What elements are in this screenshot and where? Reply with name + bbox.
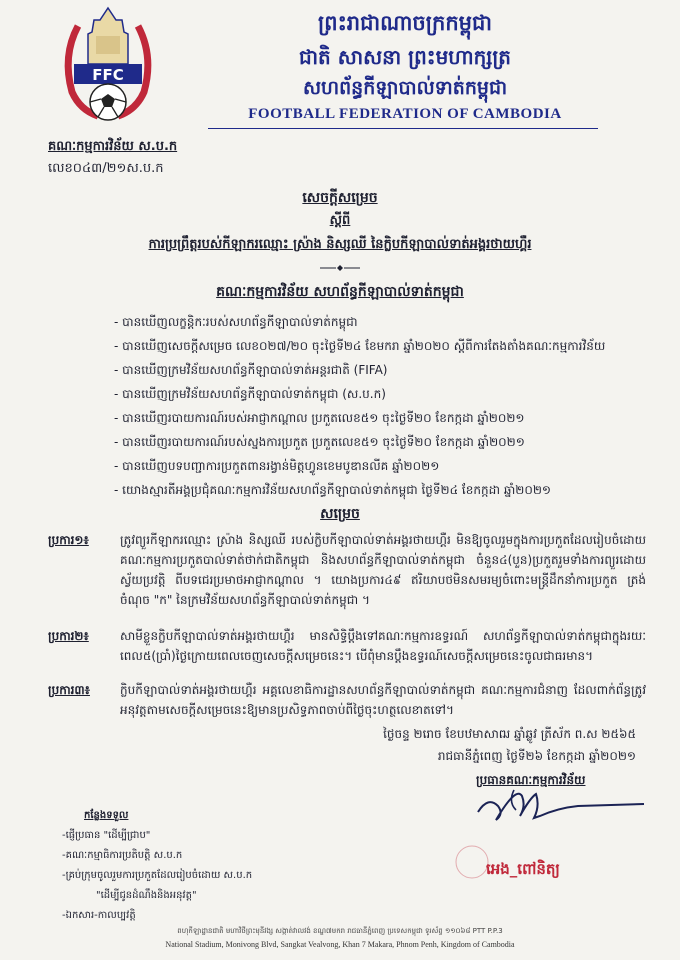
- solar-date: រាជធានីភ្នំពេញ ថ្ងៃទី២៦ ខែកក្កដា ឆ្នាំ២០២១: [437, 749, 636, 763]
- article-label: ប្រការ៣៖: [48, 683, 90, 697]
- consideration-item: - បានឃើញសេចក្តីសម្រេច លេខ០២៧/២០ ចុះថ្ងៃទី២៤ ខែមករា ឆ្នាំ២០២០ ស្តីពីការតែងតាំងគណៈកម្មការវិន័យ: [114, 334, 634, 358]
- article-1: [48, 530, 648, 614]
- article-text: ក្លិបកីឡាបាល់ទាត់អង្គរថាយហ្គឺរ អគ្គលេខាធិការដ្ឋានសហព័ន្ធកីឡាបាល់ទាត់កម្ពុជា គណៈកម្មការជំនាញ ដែលពាក់ព័ន្ធត្រូវអនុវត្តតាមសេចក្តីសម្រេចនេះឱ្យមានប្រសិទ្ធភាពចាប់ពីថ្ងៃចុះហត្ថលេខាតទៅ។: [120, 683, 646, 717]
- logo-text: FFC: [92, 66, 124, 84]
- consideration-item: - បានឃើញរបាយការណ៍របស់អាជ្ញាកណ្តាល ប្រកួតលេខ៥១ ចុះថ្ងៃទី២០ ខែកក្កដា ឆ្នាំ២០២១: [114, 406, 634, 430]
- footer-address-khmer: ពហុកីឡាដ្ឋានជាតិ មហាវិថីព្រះមុនីវង្ស សង្កាត់វាលវង់ ខណ្ឌ៧មករា រាជធានីភ្នំពេញ ប្រទេសកម្ពុជា ទូរស័ព្ទ ១១០៦៨ PTT P.P.3: [177, 927, 503, 935]
- subject-title: ការប្រព្រឹត្តរបស់កីឡាករឈ្មោះ ស្រ៉ាង និស្សឈី នៃក្លិបកីឡាបាល់ទាត់អង្គរថាយហ្គឺរ: [148, 237, 532, 252]
- considerations-list: [114, 310, 634, 502]
- recipient-item: "ដើម្បីជូនដំណឹងនិងអនុវត្ត": [96, 890, 197, 901]
- consideration-item: - បានឃើញបទបញ្ជាការប្រកួតពានរង្វាន់មិត្តហ្វូនខេមបូឌានលីគ ឆ្នាំ២០២១: [114, 454, 634, 478]
- signature-icon: [468, 776, 646, 838]
- consideration-item: - យោងស្មារតីអង្គប្រជុំគណៈកម្មការវិន័យសហព័ន្ធកីឡាបាល់ទាត់កម្ពុជា ថ្ងៃទី២៤ ខែកក្កដា ឆ្នាំ២០២១: [114, 478, 634, 502]
- committee-title: គណៈកម្មការវិន័យ សហព័ន្ធកីឡាបាល់ទាត់កម្ពុជា: [216, 284, 464, 300]
- recipient-item: -គណៈកម្មាធិការប្រតិបត្តិ ស.ប.ក: [62, 850, 183, 861]
- issuing-department: គណៈកម្មការវិន័យ ស.ប.ក: [48, 139, 178, 154]
- article-text: ត្រូវព្យួរកីឡាករឈ្មោះ ស្រ៉ាង និស្សឈី របស់ក្លិបកីឡាបាល់ទាត់អង្គរថាយហ្គឺរ មិនឱ្យចូលរួមក្នុងការប្រកួតដែលរៀបចំដោយគណៈកម្មការប្រកួតបាល់ទាត់ថាក់ជាតិកម្ពុជា និងសហព័ន្ធកីឡាបាល់ទាត់កម្ពុជា ចំនួន៤(បួន)ប្រកួតរួមទាំងការព្យួរដោយស្វ័យប្រវត្តិ ពីបទជេរប្រមាថអាជ្ញាកណ្តាល ។ យោងប្រការ៤៩ ឥរិយាបថមិនសមរម្យចំពោះមន្ត្រីដឹកនាំការប្រកួត ត្រង់ចំណុច "ក" នៃក្រមវិន័យសហព័ន្ធកីឡាបាល់ទាត់កម្ពុជា ។: [120, 533, 646, 607]
- federation-name-english: FOOTBALL FEDERATION OF CAMBODIA: [248, 106, 562, 122]
- footer-address-english: National Stadium, Monivong Blvd, Sangkat Vealvong, Khan 7 Makara, Phnom Penh, Kingdom of Cambodia: [165, 940, 515, 949]
- recipients-title: កន្លែងទទួល: [84, 810, 129, 821]
- signer-name: អេង_ពៅនិត្យ: [486, 860, 560, 878]
- article-3: [48, 680, 648, 724]
- signer-title: ប្រធានគណៈកម្មការវិន័យ: [476, 773, 586, 787]
- header-divider: [208, 128, 598, 129]
- recipients-block: [62, 806, 252, 926]
- consideration-item: - បានឃើញក្រមវិន័យសហព័ន្ធកីឡាបាល់ទាត់អន្តរជាតិ (FIFA): [114, 358, 634, 382]
- about-label: ស្តីពី: [329, 213, 351, 228]
- reference-number: លេខ០៤៣/២១ស.ប.ក: [48, 161, 164, 176]
- recipient-item: -គ្រប់ក្រុមចូលរួមការប្រកួតដែលរៀបចំដោយ ស.ប.ក: [62, 870, 253, 881]
- article-label: ប្រការ២៖: [48, 629, 89, 643]
- motto-heading: ជាតិ សាសនា ព្រះមហាក្សត្រ: [299, 45, 511, 69]
- decides-heading: សម្រេច: [320, 506, 360, 522]
- ffc-logo-icon: [58, 6, 158, 128]
- article-2: [48, 626, 648, 670]
- article-text: សាមីខ្លួនក្លិបកីឡាបាល់ទាត់អង្គរថាយហ្គឺរ មានសិទ្ធិប្តឹងទៅគណៈកម្មការឧទ្ធរណ៍ សហព័ន្ធកីឡាបាល់ទាត់កម្ពុជាក្នុងរយៈពេល៥(ប្រាំ)ថ្ងៃក្រោយពេលចេញសេចក្តីសម្រេចនេះ។ បើពុំមានប្តឹងឧទ្ធរណ៍សេចក្តីសម្រេចនេះចូលជាធរមាន។: [120, 629, 646, 663]
- divider-ornament-icon: [318, 264, 362, 272]
- consideration-item: - បានឃើញលក្ខន្តិកៈរបស់សហព័ន្ធកីឡាបាល់ទាត់កម្ពុជា: [114, 310, 634, 334]
- recipient-item: -ផ្ញើប្រធាន "ដើម្បីជ្រាប": [62, 830, 151, 841]
- article-label: ប្រការ១៖: [48, 533, 89, 547]
- consideration-item: - បានឃើញរបាយការណ៍របស់ស្នងការប្រកួត ប្រកួតលេខ៥១ ចុះថ្ងៃទី២០ ខែកក្កដា ឆ្នាំ២០២១: [114, 430, 634, 454]
- kingdom-heading: ព្រះរាជាណាចក្រកម្ពុជា: [317, 11, 492, 35]
- recipient-item: -ឯកសារ-កាលប្បវត្តិ: [62, 910, 136, 921]
- consideration-item: - បានឃើញក្រមវិន័យសហព័ន្ធកីឡាបាល់ទាត់កម្ពុជា (ស.ប.ក): [114, 382, 634, 406]
- federation-name-khmer: សហព័ន្ធកីឡាបាល់ទាត់កម្ពុជា: [302, 77, 508, 99]
- document-type-title: សេចក្តីសម្រេច: [302, 190, 378, 206]
- lunar-date: ថ្ងៃចន្ទ ២រោច ខែបឋមាសាឍ ឆ្នាំឆ្លូវ ត្រីស័ក ព.ស ២៥៦៥: [383, 727, 636, 741]
